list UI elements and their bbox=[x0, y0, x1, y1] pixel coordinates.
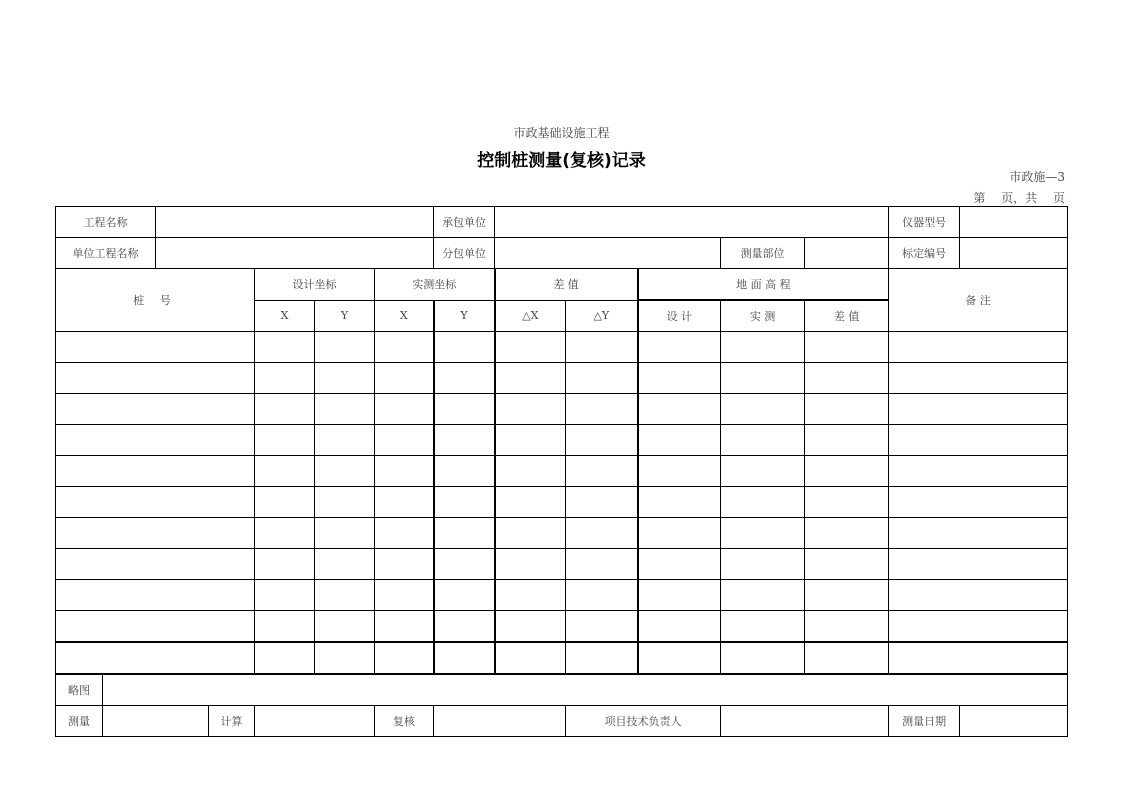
elevation-diff-cell[interactable] bbox=[805, 487, 889, 518]
elevation-measured-header: 实 测 bbox=[721, 300, 805, 332]
delta-x-cell[interactable] bbox=[495, 518, 566, 549]
pile-no-cell[interactable] bbox=[56, 611, 255, 643]
design-x-cell[interactable] bbox=[255, 487, 315, 518]
delta-x-header: △X bbox=[495, 300, 566, 332]
pile-no-cell[interactable] bbox=[56, 363, 255, 394]
elevation-measured-cell[interactable] bbox=[721, 518, 805, 549]
remarks-cell[interactable] bbox=[889, 611, 1068, 643]
delta-x-cell[interactable] bbox=[495, 642, 566, 674]
measured-x-cell[interactable] bbox=[375, 549, 434, 580]
measured-y-header: Y bbox=[434, 300, 495, 332]
measured-y-cell[interactable] bbox=[434, 518, 495, 549]
remarks-header: 备 注 bbox=[889, 269, 1068, 332]
table-row bbox=[56, 487, 1068, 518]
table-row bbox=[56, 363, 1068, 394]
elevation-diff-cell[interactable] bbox=[805, 332, 889, 363]
design-x-cell[interactable] bbox=[255, 580, 315, 611]
delta-y-cell[interactable] bbox=[566, 580, 638, 611]
info-row-1 bbox=[56, 207, 1068, 238]
table-row bbox=[56, 580, 1068, 611]
delta-x-cell[interactable] bbox=[495, 487, 566, 518]
survey-date-label: 测量日期 bbox=[889, 706, 960, 737]
pile-no-cell[interactable] bbox=[56, 580, 255, 611]
measured-y-cell[interactable] bbox=[434, 332, 495, 363]
project-name-label: 工程名称 bbox=[56, 207, 156, 238]
elevation-design-cell[interactable] bbox=[638, 487, 721, 518]
remarks-cell[interactable] bbox=[889, 425, 1068, 456]
table-row bbox=[56, 425, 1068, 456]
design-y-cell[interactable] bbox=[315, 549, 375, 580]
difference-header: 差 值 bbox=[495, 269, 638, 301]
design-x-cell[interactable] bbox=[255, 456, 315, 487]
surveyor-label: 测量 bbox=[56, 706, 103, 737]
design-x-cell[interactable] bbox=[255, 549, 315, 580]
delta-y-header: △Y bbox=[566, 300, 638, 332]
elevation-measured-cell[interactable] bbox=[721, 456, 805, 487]
table-row bbox=[56, 332, 1068, 363]
elevation-design-cell[interactable] bbox=[638, 549, 721, 580]
delta-y-cell[interactable] bbox=[566, 363, 638, 394]
measured-y-cell[interactable] bbox=[434, 487, 495, 518]
pile-no-cell[interactable] bbox=[56, 518, 255, 549]
elevation-measured-cell[interactable] bbox=[721, 549, 805, 580]
elevation-design-cell[interactable] bbox=[638, 456, 721, 487]
design-coord-header: 设计坐标 bbox=[255, 269, 375, 301]
tech-lead-label: 项目技术负责人 bbox=[566, 706, 721, 737]
delta-y-cell[interactable] bbox=[566, 611, 638, 643]
design-y-header: Y bbox=[315, 300, 375, 332]
survey-location-field[interactable] bbox=[805, 238, 889, 269]
pile-no-cell[interactable] bbox=[56, 487, 255, 518]
survey-location-label: 测量部位 bbox=[721, 238, 805, 269]
design-x-cell[interactable] bbox=[255, 394, 315, 425]
elevation-design-cell[interactable] bbox=[638, 332, 721, 363]
remarks-cell[interactable] bbox=[889, 642, 1068, 674]
remarks-cell[interactable] bbox=[889, 580, 1068, 611]
design-y-cell[interactable] bbox=[315, 611, 375, 643]
design-y-cell[interactable] bbox=[315, 580, 375, 611]
elevation-measured-cell[interactable] bbox=[721, 363, 805, 394]
elevation-design-cell[interactable] bbox=[638, 518, 721, 549]
elevation-diff-cell[interactable] bbox=[805, 456, 889, 487]
measured-y-cell[interactable] bbox=[434, 611, 495, 643]
elevation-measured-cell[interactable] bbox=[721, 642, 805, 674]
pile-no-cell[interactable] bbox=[56, 642, 255, 674]
measured-y-cell[interactable] bbox=[434, 363, 495, 394]
measured-x-cell[interactable] bbox=[375, 425, 434, 456]
delta-y-cell[interactable] bbox=[566, 487, 638, 518]
elevation-design-cell[interactable] bbox=[638, 642, 721, 674]
remarks-cell[interactable] bbox=[889, 394, 1068, 425]
remarks-cell[interactable] bbox=[889, 363, 1068, 394]
measured-y-cell[interactable] bbox=[434, 425, 495, 456]
info-row-2 bbox=[56, 238, 1068, 269]
elevation-measured-cell[interactable] bbox=[721, 394, 805, 425]
survey-record-table bbox=[55, 206, 1068, 737]
ground-elevation-header: 地 面 高 程 bbox=[638, 269, 889, 301]
measured-y-cell[interactable] bbox=[434, 580, 495, 611]
pile-no-cell[interactable] bbox=[56, 456, 255, 487]
delta-y-cell[interactable] bbox=[566, 549, 638, 580]
calculator-field[interactable] bbox=[255, 706, 375, 737]
table-row bbox=[56, 456, 1068, 487]
sketch-area[interactable] bbox=[103, 674, 1068, 706]
delta-x-cell[interactable] bbox=[495, 456, 566, 487]
delta-x-cell[interactable] bbox=[495, 425, 566, 456]
measured-x-cell[interactable] bbox=[375, 456, 434, 487]
survey-date-field[interactable] bbox=[960, 706, 1068, 737]
elevation-design-header: 设 计 bbox=[638, 300, 721, 332]
elevation-diff-cell[interactable] bbox=[805, 518, 889, 549]
elevation-design-cell[interactable] bbox=[638, 580, 721, 611]
contractor-label: 承包单位 bbox=[434, 207, 495, 238]
measured-x-cell[interactable] bbox=[375, 642, 434, 674]
elevation-measured-cell[interactable] bbox=[721, 580, 805, 611]
reviewer-label: 复核 bbox=[375, 706, 434, 737]
form-title: 控制桩测量(复核)记录 bbox=[477, 151, 646, 171]
measured-x-cell[interactable] bbox=[375, 332, 434, 363]
elevation-measured-cell[interactable] bbox=[721, 425, 805, 456]
table-row bbox=[56, 394, 1068, 425]
contractor-field[interactable] bbox=[495, 207, 889, 238]
page-info: 第 页，共 页 bbox=[973, 191, 1065, 205]
measured-x-cell[interactable] bbox=[375, 487, 434, 518]
measured-x-cell[interactable] bbox=[375, 363, 434, 394]
unit-project-field[interactable] bbox=[156, 238, 434, 269]
measured-y-cell[interactable] bbox=[434, 394, 495, 425]
form-code: 市政施—3 bbox=[1009, 170, 1065, 184]
instrument-model-field[interactable] bbox=[960, 207, 1068, 238]
elevation-diff-cell[interactable] bbox=[805, 611, 889, 643]
elevation-design-cell[interactable] bbox=[638, 611, 721, 643]
subcontractor-label: 分包单位 bbox=[434, 238, 495, 269]
design-y-cell[interactable] bbox=[315, 487, 375, 518]
measured-x-cell[interactable] bbox=[375, 611, 434, 643]
design-y-cell[interactable] bbox=[315, 518, 375, 549]
project-name-field[interactable] bbox=[156, 207, 434, 238]
design-y-cell[interactable] bbox=[315, 642, 375, 674]
delta-x-cell[interactable] bbox=[495, 580, 566, 611]
delta-y-cell[interactable] bbox=[566, 394, 638, 425]
delta-y-cell[interactable] bbox=[566, 518, 638, 549]
measured-x-cell[interactable] bbox=[375, 518, 434, 549]
delta-y-cell[interactable] bbox=[566, 642, 638, 674]
delta-y-cell[interactable] bbox=[566, 425, 638, 456]
delta-x-cell[interactable] bbox=[495, 549, 566, 580]
measured-y-cell[interactable] bbox=[434, 549, 495, 580]
elevation-diff-cell[interactable] bbox=[805, 642, 889, 674]
surveyor-field[interactable] bbox=[103, 706, 209, 737]
elevation-design-cell[interactable] bbox=[638, 425, 721, 456]
design-y-cell[interactable] bbox=[315, 394, 375, 425]
elevation-diff-cell[interactable] bbox=[805, 394, 889, 425]
remarks-cell[interactable] bbox=[889, 332, 1068, 363]
design-x-cell[interactable] bbox=[255, 425, 315, 456]
remarks-cell[interactable] bbox=[889, 456, 1068, 487]
elevation-diff-cell[interactable] bbox=[805, 425, 889, 456]
design-x-cell[interactable] bbox=[255, 332, 315, 363]
elevation-diff-header: 差 值 bbox=[805, 300, 889, 332]
form-subtitle: 市政基础设施工程 bbox=[513, 126, 610, 140]
delta-y-cell[interactable] bbox=[566, 456, 638, 487]
table-row bbox=[56, 611, 1068, 643]
elevation-diff-cell[interactable] bbox=[805, 363, 889, 394]
design-x-cell[interactable] bbox=[255, 518, 315, 549]
data-rows bbox=[56, 332, 1068, 675]
column-header-row-1 bbox=[56, 269, 1068, 301]
measured-x-cell[interactable] bbox=[375, 394, 434, 425]
delta-y-cell[interactable] bbox=[566, 332, 638, 363]
reviewer-field[interactable] bbox=[434, 706, 566, 737]
delta-x-cell[interactable] bbox=[495, 363, 566, 394]
design-x-cell[interactable] bbox=[255, 363, 315, 394]
pile-no-cell[interactable] bbox=[56, 425, 255, 456]
measured-x-cell[interactable] bbox=[375, 580, 434, 611]
measured-coord-header: 实测坐标 bbox=[375, 269, 495, 301]
delta-x-cell[interactable] bbox=[495, 394, 566, 425]
elevation-measured-cell[interactable] bbox=[721, 611, 805, 643]
table-row bbox=[56, 518, 1068, 549]
elevation-design-cell[interactable] bbox=[638, 363, 721, 394]
design-y-cell[interactable] bbox=[315, 425, 375, 456]
calculator-label: 计算 bbox=[209, 706, 255, 737]
instrument-model-label: 仪器型号 bbox=[889, 207, 960, 238]
sketch-row bbox=[56, 674, 1068, 706]
design-x-cell[interactable] bbox=[255, 642, 315, 674]
design-y-cell[interactable] bbox=[315, 363, 375, 394]
pile-no-cell[interactable] bbox=[56, 332, 255, 363]
sketch-label: 略图 bbox=[56, 674, 103, 706]
tech-lead-field[interactable] bbox=[721, 706, 889, 737]
elevation-design-cell[interactable] bbox=[638, 394, 721, 425]
measured-y-cell[interactable] bbox=[434, 456, 495, 487]
design-y-cell[interactable] bbox=[315, 456, 375, 487]
design-x-cell[interactable] bbox=[255, 611, 315, 643]
elevation-measured-cell[interactable] bbox=[721, 332, 805, 363]
table-row bbox=[56, 642, 1068, 674]
design-y-cell[interactable] bbox=[315, 332, 375, 363]
table-row bbox=[56, 549, 1068, 580]
elevation-diff-cell[interactable] bbox=[805, 580, 889, 611]
calibration-no-label: 标定编号 bbox=[889, 238, 960, 269]
design-x-header: X bbox=[255, 300, 315, 332]
measured-y-cell[interactable] bbox=[434, 642, 495, 674]
elevation-measured-cell[interactable] bbox=[721, 487, 805, 518]
pile-no-header: 桩 号 bbox=[56, 269, 255, 332]
remarks-cell[interactable] bbox=[889, 549, 1068, 580]
signature-row bbox=[56, 706, 1068, 737]
pile-no-cell[interactable] bbox=[56, 394, 255, 425]
pile-no-cell[interactable] bbox=[56, 549, 255, 580]
elevation-diff-cell[interactable] bbox=[805, 549, 889, 580]
measured-x-header: X bbox=[375, 300, 434, 332]
unit-project-label: 单位工程名称 bbox=[56, 238, 156, 269]
remarks-cell[interactable] bbox=[889, 487, 1068, 518]
remarks-cell[interactable] bbox=[889, 518, 1068, 549]
delta-x-cell[interactable] bbox=[495, 611, 566, 643]
calibration-no-field[interactable] bbox=[960, 238, 1068, 269]
delta-x-cell[interactable] bbox=[495, 332, 566, 363]
subcontractor-field[interactable] bbox=[495, 238, 721, 269]
